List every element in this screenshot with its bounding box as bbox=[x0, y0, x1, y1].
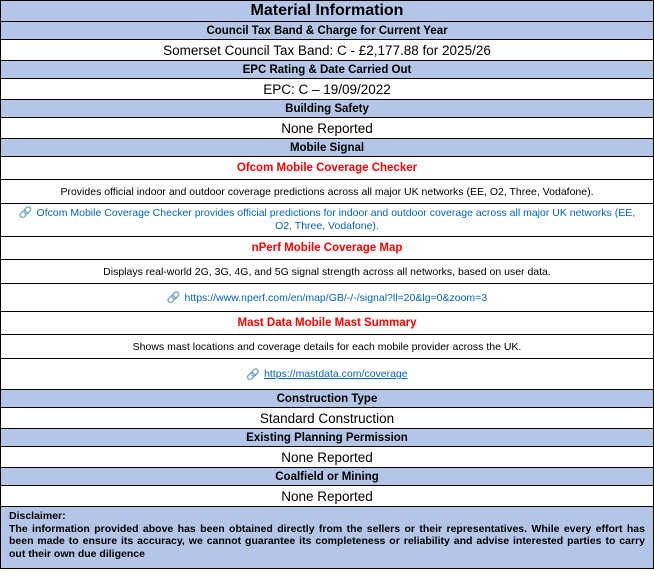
disclaimer-box bbox=[1, 507, 653, 568]
page-title: Material Information bbox=[1, 1, 653, 22]
link-chain-icon: 🔗 bbox=[166, 292, 181, 304]
building-safety-value: None Reported bbox=[1, 118, 653, 139]
planning-value: None Reported bbox=[1, 447, 653, 468]
construction-value: Standard Construction bbox=[1, 408, 653, 429]
ofcom-link-text-wrap[interactable] bbox=[9, 207, 645, 233]
council-tax-header: Council Tax Band & Charge for Current Year bbox=[1, 22, 653, 40]
nperf-title: nPerf Mobile Coverage Map bbox=[1, 237, 653, 260]
nperf-link-text[interactable]: https://www.nperf.com/en/map/GB/-/-/signal?ll=20&lg=0&zoom=3 bbox=[184, 291, 488, 304]
epc-value: EPC: C – 19/09/2022 bbox=[1, 79, 653, 100]
link-chain-icon: 🔗 bbox=[18, 207, 33, 219]
coalfield-header: Coalfield or Mining bbox=[1, 468, 653, 486]
disclaimer-heading: Disclaimer: bbox=[9, 510, 66, 522]
mastdata-link-text[interactable]: https://mastdata.com/coverage bbox=[264, 368, 408, 380]
mastdata-link[interactable] bbox=[1, 359, 653, 390]
ofcom-link[interactable] bbox=[1, 204, 653, 237]
mobile-signal-header: Mobile Signal bbox=[1, 139, 653, 157]
ofcom-link-text[interactable]: Ofcom Mobile Coverage Checker provides official predictions for indoor and outdoor coverage across all major UK networks (EE, O2, Three, Vodafone). bbox=[36, 207, 636, 232]
planning-header: Existing Planning Permission bbox=[1, 429, 653, 447]
construction-header: Construction Type bbox=[1, 390, 653, 408]
disclaimer-text: The information provided above has been obtained directly from the sellers or their representatives. While every effort has been made to ensure its accuracy, we cannot guarantee its completeness or reliability and advise interested parties to carry out their own due diligence bbox=[9, 522, 645, 560]
coalfield-value: None Reported bbox=[1, 486, 653, 507]
mastdata-description: Shows mast locations and coverage details for each mobile provider across the UK. bbox=[1, 335, 653, 359]
nperf-link[interactable] bbox=[1, 284, 653, 312]
link-chain-icon: 🔗 bbox=[246, 368, 261, 381]
mastdata-title: Mast Data Mobile Mast Summary bbox=[1, 312, 653, 335]
ofcom-description: Provides official indoor and outdoor coverage predictions across all major UK networks (EE, O2, Three, Vodafone). bbox=[1, 180, 653, 204]
epc-header: EPC Rating & Date Carried Out bbox=[1, 61, 653, 79]
ofcom-title: Ofcom Mobile Coverage Checker bbox=[1, 157, 653, 180]
building-safety-header: Building Safety bbox=[1, 100, 653, 118]
nperf-description: Displays real-world 2G, 3G, 4G, and 5G signal strength across all networks, based on user data. bbox=[1, 260, 653, 284]
council-tax-value: Somerset Council Tax Band: C - £2,177.88 for 2025/26 bbox=[1, 40, 653, 61]
